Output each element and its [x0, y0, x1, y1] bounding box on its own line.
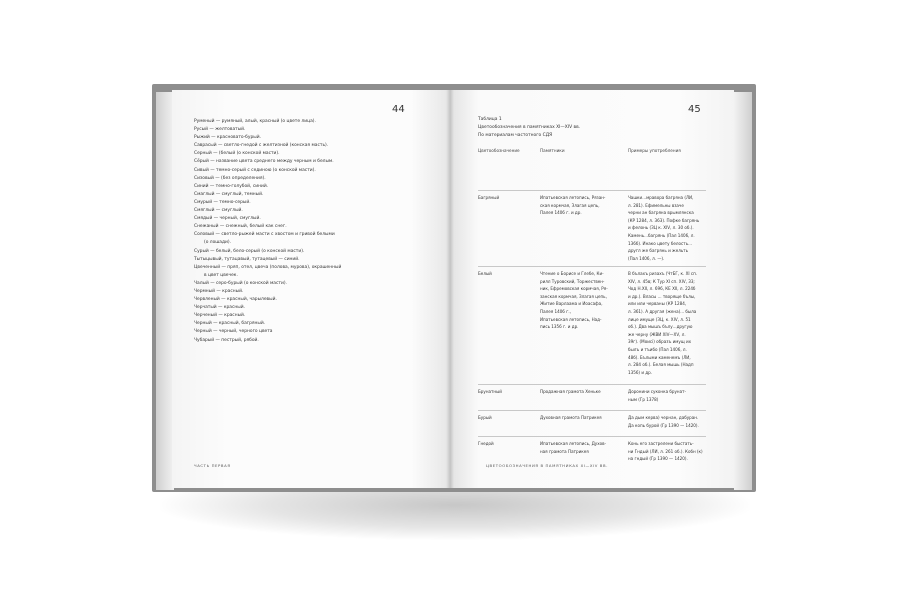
glossary-entry: Сёрый — название цвета среднего между черным и белым. [194, 159, 334, 165]
glossary-entry: Серный — (белый (о конской масти). [194, 151, 280, 157]
table-cell-line: Багряный [478, 195, 500, 200]
table-cell-line: Ипатьевская летопись, Рязан- [540, 195, 606, 200]
book-gutter [446, 90, 454, 488]
table-cell-line: ни Гндый (ЛИ, л. 261 об.). Кобн (к) [628, 448, 703, 454]
right-running-footer: ЦВЕТООБОЗНАЧЕНИЯ В ПАМЯТНИКАХ XI—XIV ВВ. [486, 463, 609, 468]
left-page [172, 90, 450, 488]
glossary-entry: Соловый — светло-рыжей масти с хвостом и гривой белыми [194, 232, 335, 238]
glossary-entry: Тытыцывый, тутацавый, тутацевый — синий. [194, 256, 300, 262]
table-cell-line: Ипатьевская летопись, Духов- [540, 441, 607, 446]
table-cell-line: л. 361). А другая (жена)... была [628, 308, 697, 314]
table-cell-line: Камень...багрянь (Пал 1406, л. [628, 232, 695, 238]
table-caption [478, 116, 678, 140]
table-cell-line: Да копь бурой (Гр 1390 — 1420). [628, 422, 699, 428]
table-cell-examples [628, 440, 706, 463]
table-cell-line: лице имуще (ЗЦ, к. XIV, л. 51 [628, 316, 691, 322]
glossary-list [194, 118, 426, 345]
table-cell-term [478, 440, 538, 448]
glossary-entry: Смаглый — смуглый, темный. [194, 191, 264, 197]
table-cell-sources [540, 440, 608, 455]
table-cell-line: Да дым керва) чернан, дабуран. [628, 415, 699, 420]
glossary-entry: Сурый — белый, бело-серый (о конской масти). [194, 248, 305, 254]
right-page [450, 90, 734, 488]
table-cell-examples [628, 270, 706, 376]
glossary-entry: Чермный — красный. [194, 288, 244, 294]
table-cell-line: былъ и тъибо (Пал 1406, л. [628, 346, 687, 352]
glossary-entry: (о лошади). [204, 240, 231, 246]
table-rule [478, 410, 706, 411]
glossary-entry: Смурый — темно-серый. [194, 199, 251, 205]
glossary-entry: Цвеченный — пряп, отел, цвеча (полова, мурова), окрашенный [194, 264, 342, 270]
table-rule [478, 384, 706, 385]
table-cell-line: Чод Н.XII, л. 696, КЕ XII, л. 224б [628, 286, 696, 292]
table-cell-sources [540, 388, 608, 396]
table-cell-term [478, 270, 538, 278]
glossary-entry: Черный — черный, черного цвета [194, 329, 273, 335]
glossary-entry: Чубарый — пестрый, рябой. [194, 337, 259, 343]
glossary-entry: Сивый — темно-серый с сединою (о конской масти). [194, 167, 316, 173]
left-running-footer: ЧАСТЬ ПЕРВАЯ [194, 463, 231, 468]
glossary-entry: Черный — красный, багряный. [194, 321, 266, 327]
table-cell-line: 136б). Инако цвету белость... [628, 240, 693, 246]
table-cell-sources [540, 414, 608, 422]
glossary-entry: Снежаный — снежный, белый как снег. [194, 224, 287, 230]
table-cell-line: Гнедой [478, 441, 494, 446]
glossary-entry: Саврасый — светло-гнедой с желтизной (конская масть). [194, 143, 329, 149]
glossary-entry: Смядый — черный, смуглый. [194, 216, 261, 222]
table-cell-line: или или черваны (КР 1284, [628, 301, 687, 307]
table-cell-line: 48б). Бълыми каменемъ (ЛИ, [628, 354, 691, 360]
glossary-entry: Смяглый — смуглый. [194, 208, 243, 214]
table-cell-line: 39г). (Моисі) образъ имущ их [628, 339, 692, 345]
table-cell-line: Палея 1406 г. и др. [540, 210, 582, 216]
glossary-entry: Руменый — румяный, алый, красный (о цвете лица). [194, 119, 316, 124]
table-cell-examples [628, 194, 706, 262]
table-cell-line: (Пал 1406, л. —). [628, 255, 665, 261]
table-cell-line: Чашки...мравора багряна (ЛИ, [628, 195, 694, 200]
table-cell-line: л. 284 об.). Белая мышь (Надп [628, 362, 694, 368]
table-cell-line: Брунатный [478, 389, 502, 394]
table-cell-line: Конь его застрелени быстать- [628, 441, 694, 446]
table-cell-line: ным (Гр 1378) [628, 396, 659, 402]
table-rule [478, 436, 706, 437]
glossary-entry: Чалый — серо-бурый (о конской масти). [194, 280, 287, 286]
table-cell-sources [540, 270, 608, 331]
table-cell-line: на гндый (Гр 1390 — 1420). [628, 456, 688, 462]
table-cell-line: ник, Ефремовская кормчая, Ря- [540, 286, 608, 292]
right-page-stack [734, 92, 752, 490]
table-header-sources: Памятники [540, 148, 565, 153]
table-cell-term [478, 414, 538, 422]
table-cell-line: Чтение о Борисе и Глебе, Ки- [540, 271, 604, 276]
table-cell-term [478, 194, 538, 202]
glossary-entry: в цвет цвечек. [204, 272, 238, 278]
table-cell-line: и фелонь (ЗЦ к. XIV, л. 30 об.). [628, 225, 694, 231]
table-cell-line: 1356) и др. [628, 369, 653, 375]
right-page-number: 45 [688, 104, 701, 115]
table-cell-line: Духовная грамота Патрикея [540, 415, 602, 420]
table-cell-line: об.). Два мышъ бълу...другую [628, 324, 693, 330]
table-cell-line: и др.). Власы ... творяще бълы, [628, 293, 696, 299]
table-cell-line: Житие Варлаама и Иоасафа, [540, 301, 603, 307]
table-cell-line: Ипатьевская летопись, Над- [540, 316, 602, 322]
table-cell-line: л. 281). Ефимельны взаче [628, 202, 684, 208]
table-cell-line: Палея 1406 г., [540, 308, 571, 314]
table-header-term: Цветообозначение [478, 148, 520, 153]
glossary-entry: Синий — темно-голубой, синий. [194, 183, 269, 189]
table-cell-line: Белый [478, 271, 492, 276]
table-cell-line: Продажная грамота Хеньке [540, 389, 601, 394]
table-cell-line: занская кормчая, Злагая цепь, [540, 293, 607, 299]
table-caption-line: Таблица 1 [478, 117, 502, 122]
table-cell-term [478, 388, 538, 396]
table-cell-line: В бълахъ ризахъ (ЧтБГ, к. XI сп. [628, 271, 698, 276]
table-rule [478, 266, 706, 267]
left-page-number: 44 [392, 104, 405, 115]
table-cell-sources [540, 194, 608, 217]
table-cell-line: рилл Туровский, Торжествен- [540, 278, 605, 284]
table-cell-line: черни ан багряна врымлянска [628, 210, 694, 216]
table-caption-line: Цветообозначения в памятниках XI—XIV вв. [478, 125, 581, 131]
table-cell-examples [628, 414, 706, 429]
glossary-entry: Русый — желтоватый. [194, 127, 246, 133]
table-cell-line: Доронини суконка брунат- [628, 389, 686, 394]
table-cell-examples [628, 388, 706, 403]
table-cell-line: XIV, л. 45в; К Тур XI сп. XIV, 33; [628, 278, 695, 284]
glossary-entry: Сизовый — (без определения). [194, 175, 266, 181]
table-header-examples: Примеры употребления [628, 148, 681, 153]
glossary-entry: Рыжий — красновато-бурый. [194, 135, 261, 141]
table-cell-line: же черну (ЖВИ XIV—XV, л. [628, 331, 686, 337]
glossary-entry: Черчатый — красный. [194, 305, 245, 311]
table-cell-line: ская кормчая, Злагая цепь, [540, 202, 600, 208]
glossary-entry: Черченый — красный. [194, 313, 246, 319]
table-caption-line: По материалам частотного СДЯ [478, 133, 553, 139]
table-rule [478, 190, 706, 191]
table-cell-line: (КР 1284, л. 363). Пофке багрянь [628, 217, 700, 223]
table-cell-line: другл же багрянь и жельть [628, 248, 689, 254]
table-cell-line: Бурый [478, 415, 492, 420]
glossary-entry: Червленый — красный, чарылевый. [194, 297, 277, 303]
table-cell-line: ная грамота Патрикея [540, 448, 589, 454]
table-cell-line: пись 1356 г. и др. [540, 324, 579, 330]
